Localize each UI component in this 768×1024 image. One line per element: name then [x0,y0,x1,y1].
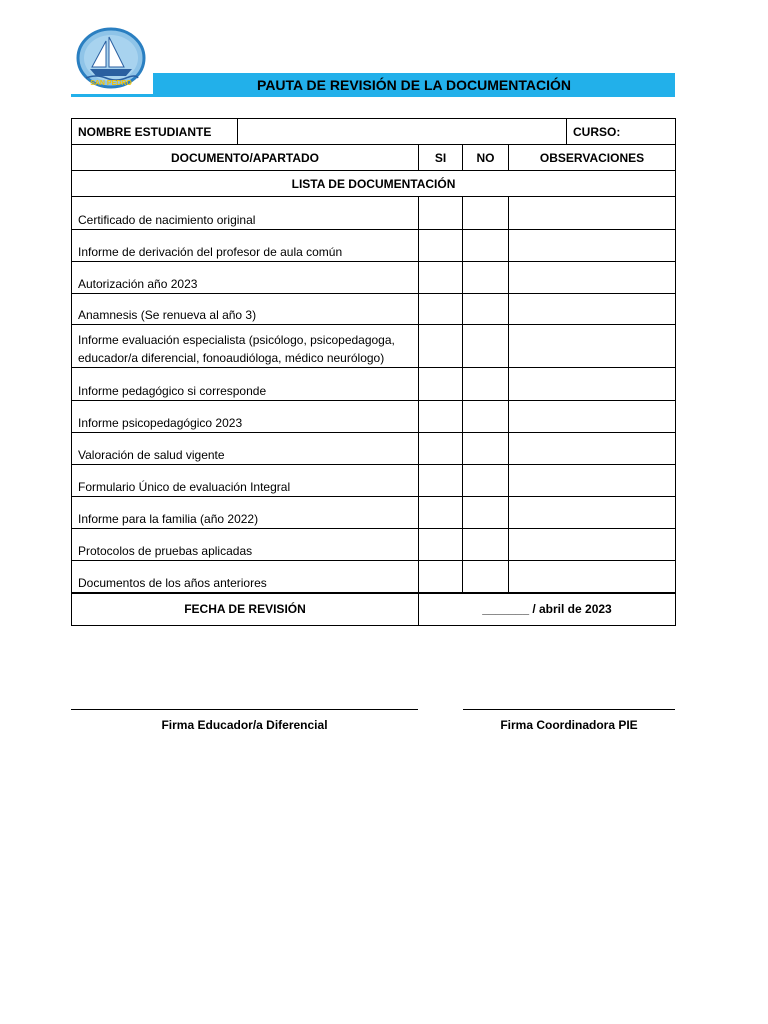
table-row [72,561,676,593]
page-title: PAUTA DE REVISIÓN DE LA DOCUMENTACIÓN [153,73,675,97]
observations-cell[interactable] [509,197,676,230]
student-name-field[interactable] [238,119,567,145]
document-label: Valoración de salud vigente [72,433,419,465]
table-row [72,465,676,497]
observations-cell[interactable] [509,497,676,529]
no-checkbox-cell[interactable] [463,561,509,593]
document-label: Certificado de nacimiento original [72,197,419,230]
si-checkbox-cell[interactable] [419,401,463,433]
table-row [72,433,676,465]
observations-cell[interactable] [509,230,676,262]
si-checkbox-cell[interactable] [419,561,463,593]
logo-text: SAN PEDRO [90,80,132,87]
section-title: LISTA DE DOCUMENTACIÓN [72,171,676,197]
signature-label-educator: Firma Educador/a Diferencial [161,718,328,732]
document-label: Protocolos de pruebas aplicadas [72,529,419,561]
table-row [72,294,676,325]
observations-cell[interactable] [509,325,676,368]
signature-label-coordinator: Firma Coordinadora PIE [500,718,638,732]
document-label: Documentos de los años anteriores [72,561,419,593]
document-label: Autorización año 2023 [72,262,419,294]
column-header-no: NO [463,145,509,171]
no-checkbox-cell[interactable] [463,465,509,497]
observations-cell[interactable] [509,529,676,561]
document-label: Informe psicopedagógico 2023 [72,401,419,433]
documentation-table [71,118,676,626]
si-checkbox-cell[interactable] [419,230,463,262]
no-checkbox-cell[interactable] [463,433,509,465]
document-rows [72,197,676,593]
table-row [72,325,676,368]
si-checkbox-cell[interactable] [419,325,463,368]
no-checkbox-cell[interactable] [463,325,509,368]
table-row [72,197,676,230]
signature-line-coordinator [463,709,675,710]
table-row [72,401,676,433]
no-checkbox-cell[interactable] [463,529,509,561]
column-header-si: SI [419,145,463,171]
no-checkbox-cell[interactable] [463,401,509,433]
si-checkbox-cell[interactable] [419,262,463,294]
document-label: Informe pedagógico si corresponde [72,368,419,401]
si-checkbox-cell[interactable] [419,497,463,529]
observations-cell[interactable] [509,401,676,433]
table-row [72,230,676,262]
observations-cell[interactable] [509,561,676,593]
si-checkbox-cell[interactable] [419,294,463,325]
document-label: Anamnesis (Se renueva al año 3) [72,294,419,325]
column-header-document: DOCUMENTO/APARTADO [72,145,419,171]
no-checkbox-cell[interactable] [463,262,509,294]
course-label: CURSO: [567,119,676,145]
document-label: Informe de derivación del profesor de aula común [72,230,419,262]
no-checkbox-cell[interactable] [463,197,509,230]
document-label: Formulario Único de evaluación Integral [72,465,419,497]
review-date-label: FECHA DE REVISIÓN [72,593,419,626]
observations-cell[interactable] [509,262,676,294]
title-accent-line [71,94,153,97]
table-row [72,529,676,561]
observations-cell[interactable] [509,368,676,401]
student-name-label: NOMBRE ESTUDIANTE [72,119,238,145]
si-checkbox-cell[interactable] [419,368,463,401]
signature-line-educator [71,709,418,710]
no-checkbox-cell[interactable] [463,294,509,325]
column-header-observations: OBSERVACIONES [509,145,676,171]
no-checkbox-cell[interactable] [463,368,509,401]
document-label: Informe para la familia (año 2022) [72,497,419,529]
observations-cell[interactable] [509,433,676,465]
review-date-field[interactable]: _______ / abril de 2023 [419,593,676,626]
observations-cell[interactable] [509,465,676,497]
no-checkbox-cell[interactable] [463,230,509,262]
si-checkbox-cell[interactable] [419,197,463,230]
si-checkbox-cell[interactable] [419,433,463,465]
table-row [72,368,676,401]
document-label: Informe evaluación especialista (psicólogo, psicopedagoga, educador/a diferencial, fonoaudióloga, médico neurólogo) [72,325,419,368]
table-row [72,262,676,294]
si-checkbox-cell[interactable] [419,465,463,497]
no-checkbox-cell[interactable] [463,497,509,529]
school-logo [76,27,146,89]
si-checkbox-cell[interactable] [419,529,463,561]
observations-cell[interactable] [509,294,676,325]
table-row [72,497,676,529]
